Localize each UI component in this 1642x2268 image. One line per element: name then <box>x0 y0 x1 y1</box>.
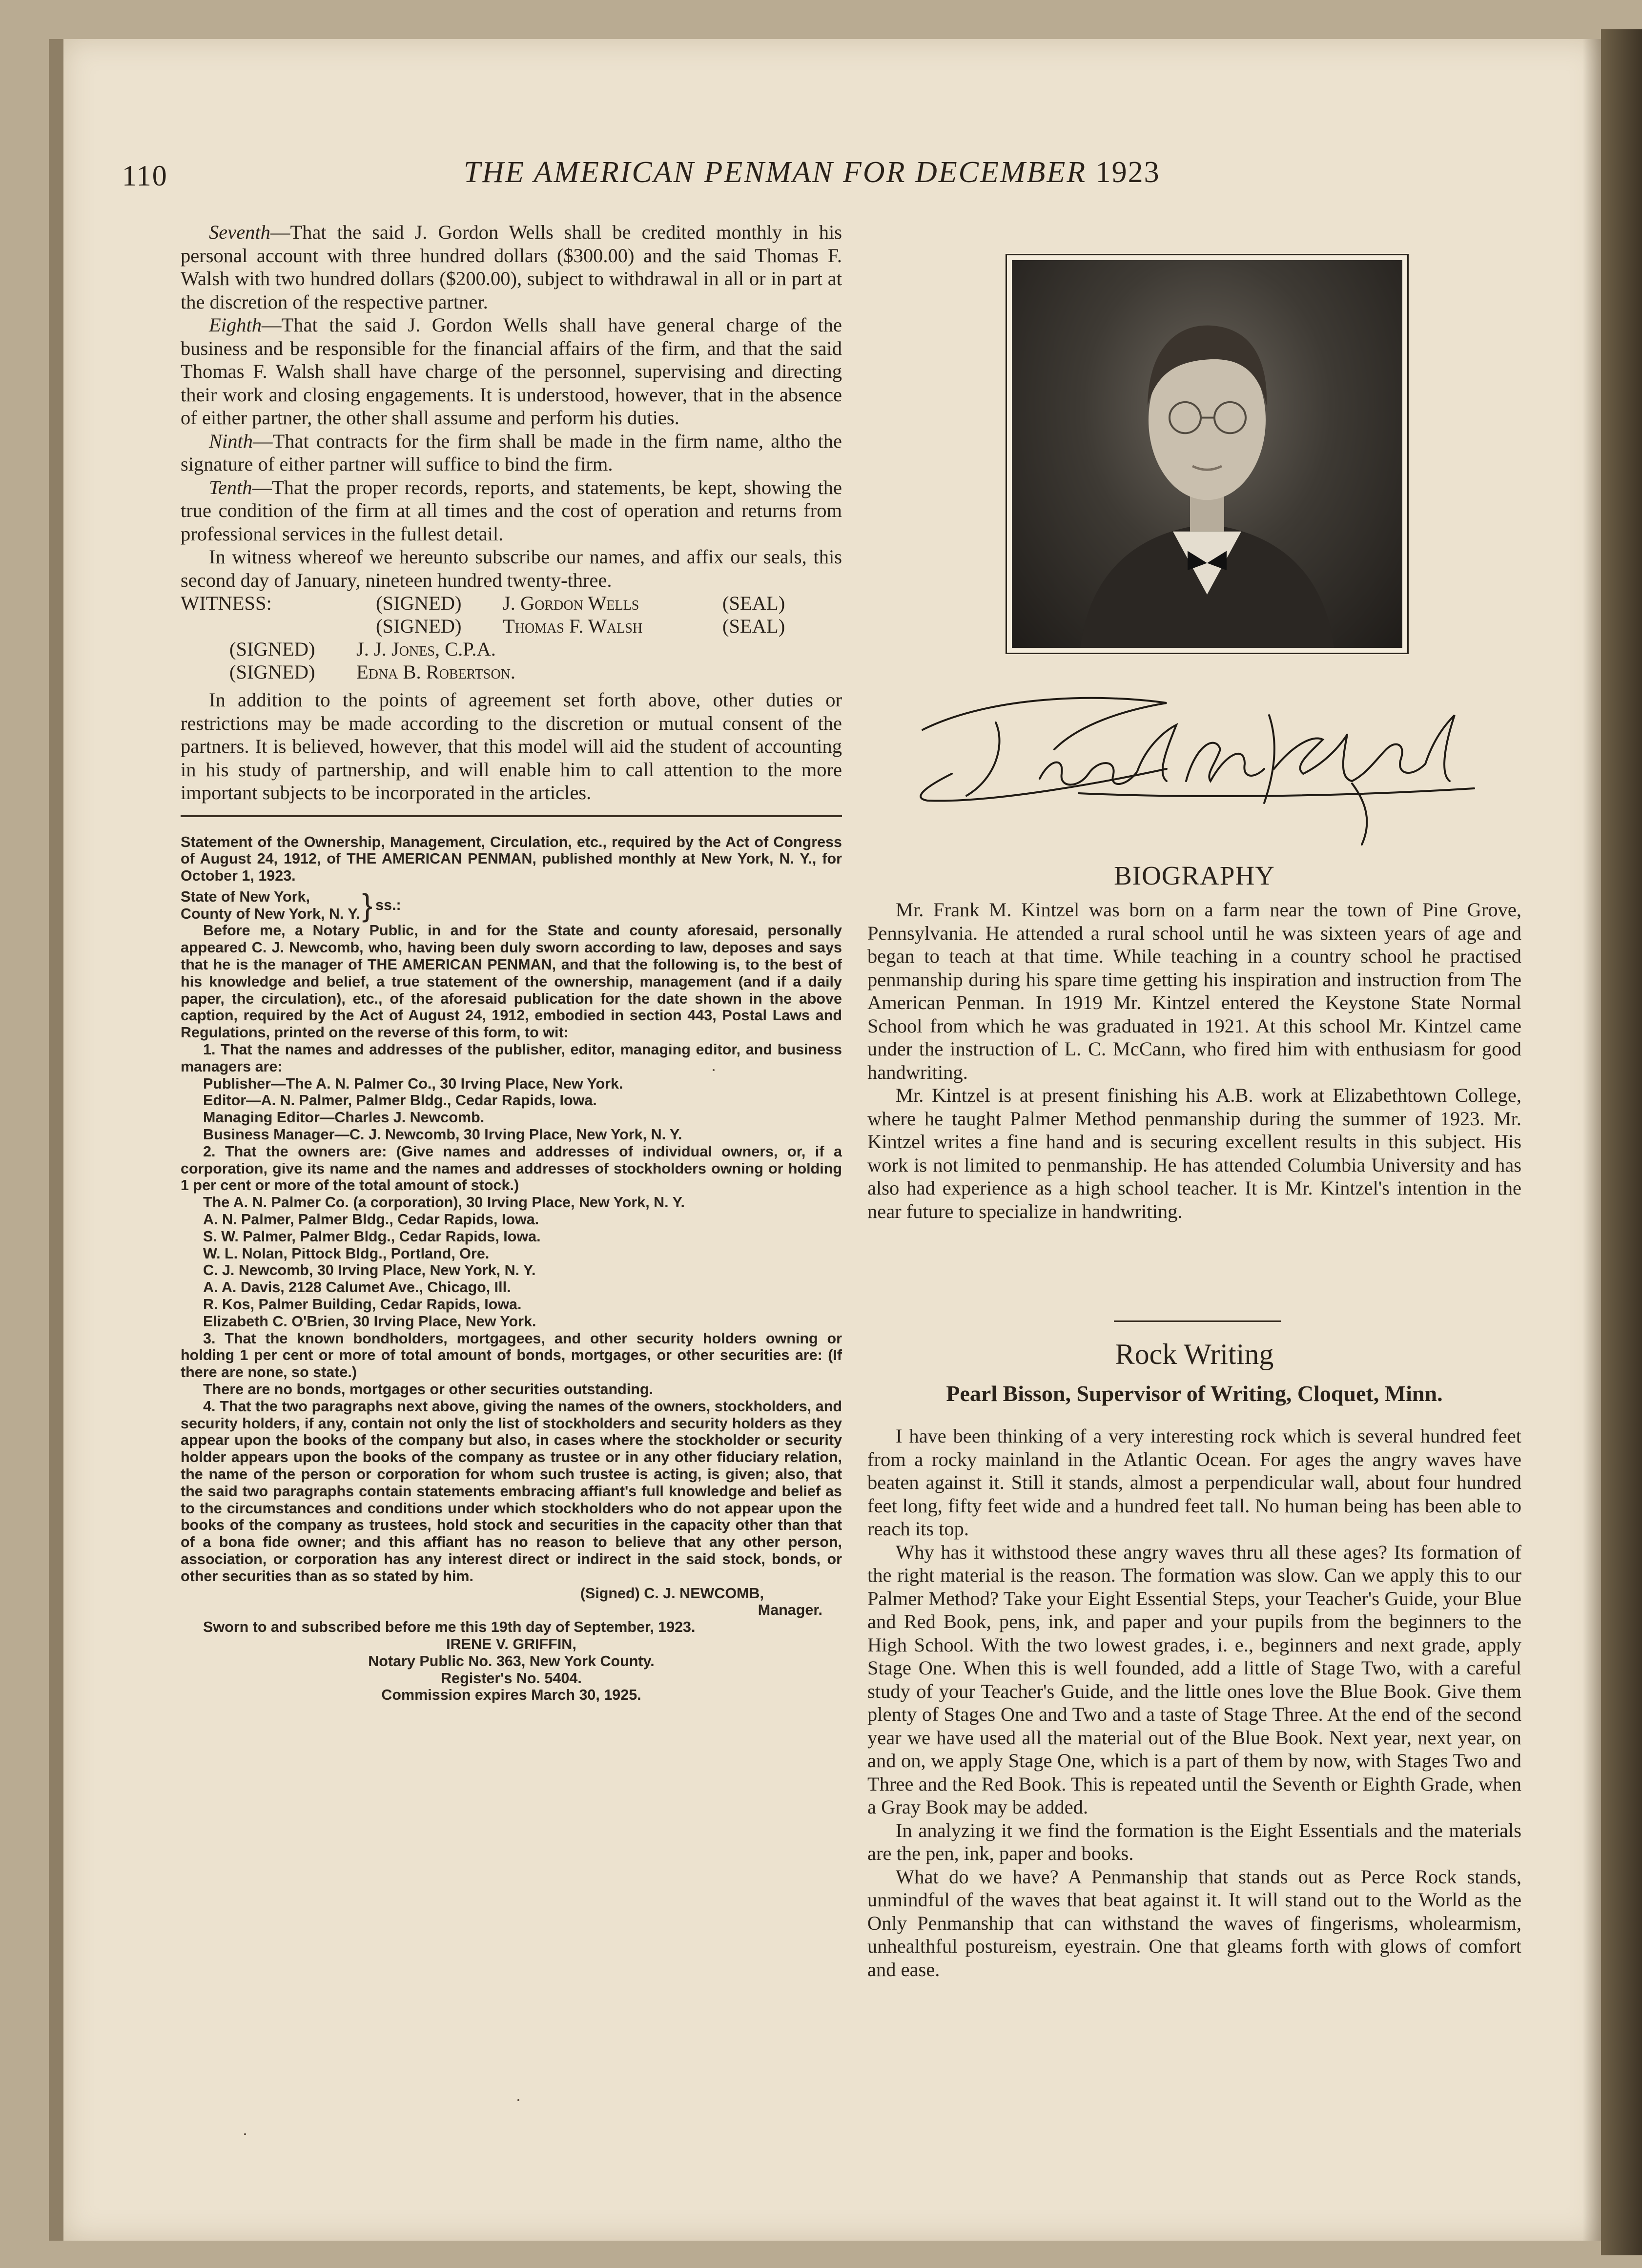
owner-line: A. A. Davis, 2128 Calumet Ave., Chicago, Ill. <box>203 1279 511 1296</box>
owner-line: A. N. Palmer, Palmer Bldg., Cedar Rapids, Iowa. <box>203 1211 539 1228</box>
clause-text: —That the said J. Gordon Wells shall be credited monthly in his personal account with three hundred dollars ($300.00) and the said Thomas F. Walsh with two hundred dollars ($200.00), subject to withdrawal in all or in part at the discretion of the respective partner. <box>181 221 842 313</box>
statement-title: Statement of the Ownership, Management, Circulation, etc., required by the Act of Congress of August 24, 1912, of THE AMERICAN PENMAN, published monthly at New York, N. Y., for October 1, 1923. <box>181 833 842 885</box>
owner-line: Elizabeth C. O'Brien, 30 Irving Place, New York. <box>203 1313 536 1330</box>
biography-heading: BIOGRAPHY <box>1114 861 1275 890</box>
portrait-figure-icon <box>1012 260 1402 648</box>
signed-mark: (SIGNED) <box>229 661 315 683</box>
biography-paragraph: Mr. Kintzel is at present finishing his A.B. work at Elizabethtown College, where he taught Palmer Method penmanship during the summer of 1923. Mr. Kintzel writes a fine hand and is securing excellent results in this subject. His work is not limited to penmanship. He has attended Columbia University and has also had experience as a high school teacher. It is Mr. Kintzel's intention in the near future to specialize in handwriting. <box>867 1084 1521 1222</box>
rock-writing-column <box>867 1424 1521 1981</box>
county-line: County of New York, N. Y. <box>181 905 360 922</box>
partner-name: Thomas F. Walsh <box>503 615 643 637</box>
business-manager-line: Business Manager—C. J. Newcomb, 30 Irving Place, New York, N. Y. <box>203 1126 682 1143</box>
agreement-paragraph <box>181 430 842 476</box>
brace-mark: } <box>362 887 373 923</box>
clause-text: —That contracts for the firm shall be made in the firm name, altho the signature of either partner will suffice to bind the firm. <box>181 430 842 475</box>
notary-name: IRENE V. GRIFFIN, <box>446 1635 576 1652</box>
signature-block <box>181 592 842 683</box>
item-4: 4. That the two paragraphs next above, giving the names of the owners, stockholders, and security holders, if any, contain not only the list of stockholders and security holders as they appear upon the books of the company but also, in cases where the stockholder or security holder appears upon the books of the company as trustee or in any other fiduciary relation, the name of the person or corporation for whom such trustee is acting, is given; also, that the said two paragraphs contain statements embracing affiant's full knowledge and belief as to the circumstances and conditions under which stockholders who do not appear upon the books of the company as trustees, hold stock and securities in the capacity other than that of a bona fide owner; and this affiant has no reason to believe that any other person, association, or corporation has any interest direct or indirect in the said stock, bonds, or other securities than as so stated by him. <box>181 1398 842 1585</box>
agreement-column <box>181 221 842 1704</box>
witness-label: WITNESS: <box>181 592 272 614</box>
signed-line: (Signed) C. J. NEWCOMB, <box>580 1585 764 1602</box>
agreement-paragraph <box>181 545 842 592</box>
rock-paragraph: In analyzing it we find the formation is the Eight Essentials and the materials are the pen, ink, paper and books. <box>867 1819 1521 1864</box>
seal-mark: (SEAL) <box>722 615 785 637</box>
rock-paragraph: I have been thinking of a very interesting rock which is several hundred feet from a rocky mainland in the Atlantic Ocean. For ages the angry waves have beaten against it. Still it stands, almost a perpendicular wall, about four hundred feet long, fifty feet wide and a hundred feet tall. No human being has been able to reach its top. <box>867 1425 1521 1540</box>
rock-writing-byline: Pearl Bisson, Supervisor of Writing, Cloquet, Minn. <box>946 1381 1443 1406</box>
witness-name: Edna B. Robertson. <box>356 661 516 683</box>
closing-paragraph: In addition to the points of agreement set forth above, other duties or restrictions may be made according to the discretion or mutual consent of the partners. It is believed, however, that this model will aid the student of accounting in his study of partnership, and will enable him to call attention to the more important subjects to be incorporated in the articles. <box>181 689 842 804</box>
seal-mark: (SEAL) <box>722 592 785 614</box>
journal-title <box>464 155 1160 190</box>
commission-line: Commission expires March 30, 1925. <box>381 1687 641 1704</box>
section-divider <box>181 815 842 817</box>
corporation-line: The A. N. Palmer Co. (a corporation), 30 Irving Place, New York, N. Y. <box>203 1194 685 1211</box>
print-speck <box>517 2099 519 2101</box>
partner-name: J. Gordon Wells <box>503 592 639 614</box>
notary-line: Notary Public No. 363, New York County. <box>368 1652 655 1670</box>
biography-column <box>867 898 1521 1223</box>
clause-lead: Seventh <box>209 221 270 243</box>
rock-paragraph: Why has it withstood these angry waves thru all these ages? Its formation of the right material is the reason. The formation was slow. Can we apply this to our Palmer Method? Take your Eight Essential Steps, your Teacher's Guide, your Blue and Red Book, pens, ink, and paper and your pupils from the beginners to the High School. With the two lowest grades, i. e., beginners and next grade, apply Stage One. When this is well founded, add a little of Stage Two, with a careful study of your Teacher's Guide, and the little ones love the Blue Book. Give them plenty of Stages One and Two and a taste of Stage Three. At the end of the second year we have used all the material out of the Blue Book. Next year, next year, on and on, we apply Stage One, which is a part of them by now, with Stages Two and Three and the Red Book. This is repeated until the Seventh or Eighth Grade, when a Gray Book may be added. <box>867 1541 1521 1818</box>
publisher-line: Publisher—The A. N. Palmer Co., 30 Irving Place, New York. <box>203 1075 623 1092</box>
owner-line: R. Kos, Palmer Building, Cedar Rapids, Iowa. <box>203 1296 522 1313</box>
ss-mark: ss.: <box>375 897 401 914</box>
signature-row <box>181 592 842 615</box>
clause-text: In witness whereof we hereunto subscribe our names, and affix our seals, this second day of January, nineteen hundred twenty-three. <box>181 546 842 591</box>
book-spine <box>49 39 63 2241</box>
print-speck <box>244 2133 246 2135</box>
print-speck <box>713 1069 715 1071</box>
clause-text: —That the proper records, reports, and statements, be kept, showing the true condition of the firm at all times and the cost of operation and returns from professional services in the fullest detail. <box>181 476 842 545</box>
rock-writing-heading: Rock Writing <box>1115 1338 1274 1370</box>
manager-line: Manager. <box>758 1602 822 1619</box>
owner-line: S. W. Palmer, Palmer Bldg., Cedar Rapids, Iowa. <box>203 1228 541 1245</box>
register-line: Register's No. 5404. <box>441 1670 582 1687</box>
biography-paragraph: Mr. Frank M. Kintzel was born on a farm near the town of Pine Grove, Pennsylvania. He attended a rural school until he was sixteen years of age and began to teach at that time. While teaching in a country school he practised penmanship during his spare time getting his inspiration and instruction from The American Penman. In 1919 Mr. Kintzel entered the Keystone State Normal School from which he was graduated in 1921. At this school Mr. Kintzel came under the instruction of L. C. McCann, who fired him with enthusiasm for good handwriting. <box>867 899 1521 1083</box>
clause-text: —That the said J. Gordon Wells shall have general charge of the business and be responsible for the financial affairs of the firm, and that the said Thomas F. Walsh shall have charge of the personnel, supervising and directing their work and closing engagements. It is understood, however, that in the absence of either partner, the other shall assume and perform his duties. <box>181 314 842 429</box>
witness-row <box>181 660 842 683</box>
portrait-photo <box>1012 260 1402 648</box>
ownership-statement <box>181 834 842 1704</box>
owner-line: W. L. Nolan, Pittock Bldg., Portland, Ore. <box>203 1245 490 1262</box>
agreement-paragraph <box>181 476 842 546</box>
venue-block <box>181 888 842 923</box>
signed-mark: (SIGNED) <box>376 615 462 637</box>
article-divider <box>1114 1320 1281 1322</box>
state-line: State of New York, <box>181 888 310 905</box>
rock-paragraph: What do we have? A Penmanship that stands out as Perce Rock stands, unmindful of the waves that beat against it. It will stand out to the World as the Only Penmanship that can withstand the waves of fingerisms, wholearmism, unhealthful postureism, eyestrain. One that gleams forth with glows of comfort and ease. <box>867 1865 1521 1980</box>
journal-title-text: THE AMERICAN PENMAN FOR DECEMBER <box>464 156 1087 189</box>
agreement-paragraph <box>181 221 842 313</box>
facing-page-edge <box>1601 29 1642 2255</box>
clause-lead: Eighth <box>209 314 262 336</box>
item-2: 2. That the owners are: (Give names and addresses of individual owners, or, if a corporation, give its name and the names and addresses of stockholders owning or holding 1 per cent or more of the total amount of stock.) <box>181 1143 842 1194</box>
clause-lead: Tenth <box>209 476 252 498</box>
witness-name: J. J. Jones, C.P.A. <box>356 638 496 660</box>
witness-row <box>181 638 842 660</box>
signature-row <box>181 615 842 638</box>
page-number: 110 <box>122 160 168 192</box>
portrait-frame <box>1006 254 1409 654</box>
kintzel-signature <box>893 676 1494 852</box>
journal-year: 1923 <box>1095 156 1160 189</box>
sworn-line: Sworn to and subscribed before me this 19th day of September, 1923. <box>203 1619 696 1636</box>
agreement-paragraph <box>181 313 842 430</box>
item-1: 1. That the names and addresses of the publisher, editor, managing editor, and business managers are: <box>181 1041 842 1075</box>
owner-line: C. J. Newcomb, 30 Irving Place, New York, N. Y. <box>203 1262 536 1279</box>
editor-line: Editor—A. N. Palmer, Palmer Bldg., Cedar Rapids, Iowa. <box>203 1092 597 1109</box>
signed-mark: (SIGNED) <box>229 638 315 660</box>
signed-mark: (SIGNED) <box>376 592 462 614</box>
affidavit-text: Before me, a Notary Public, in and for the State and county aforesaid, personally appeared C. J. Newcomb, who, having been duly sworn according to law, deposes and says that he is the manager of THE AMERICAN PENMAN, and that the following is, to the best of his knowledge and belief, a true statement of the ownership, management (and if a daily paper, the circulation), etc., of the aforesaid publication for the date shown in the above caption, required by the Act of August 24, 1912, embodied in section 443, Postal Laws and Regulations, printed on the reverse of this form, to wit: <box>181 922 842 1041</box>
no-bonds-line: There are no bonds, mortgages or other securities outstanding. <box>203 1381 653 1398</box>
item-3: 3. That the known bondholders, mortgagees, and other security holders owning or holding 1 per cent or more of total amount of bonds, mortgages, or other securities are: (If there are none, so state.) <box>181 1330 842 1381</box>
running-header <box>122 155 1254 199</box>
managing-editor-line: Managing Editor—Charles J. Newcomb. <box>203 1109 485 1126</box>
clause-lead: Ninth <box>209 430 253 452</box>
